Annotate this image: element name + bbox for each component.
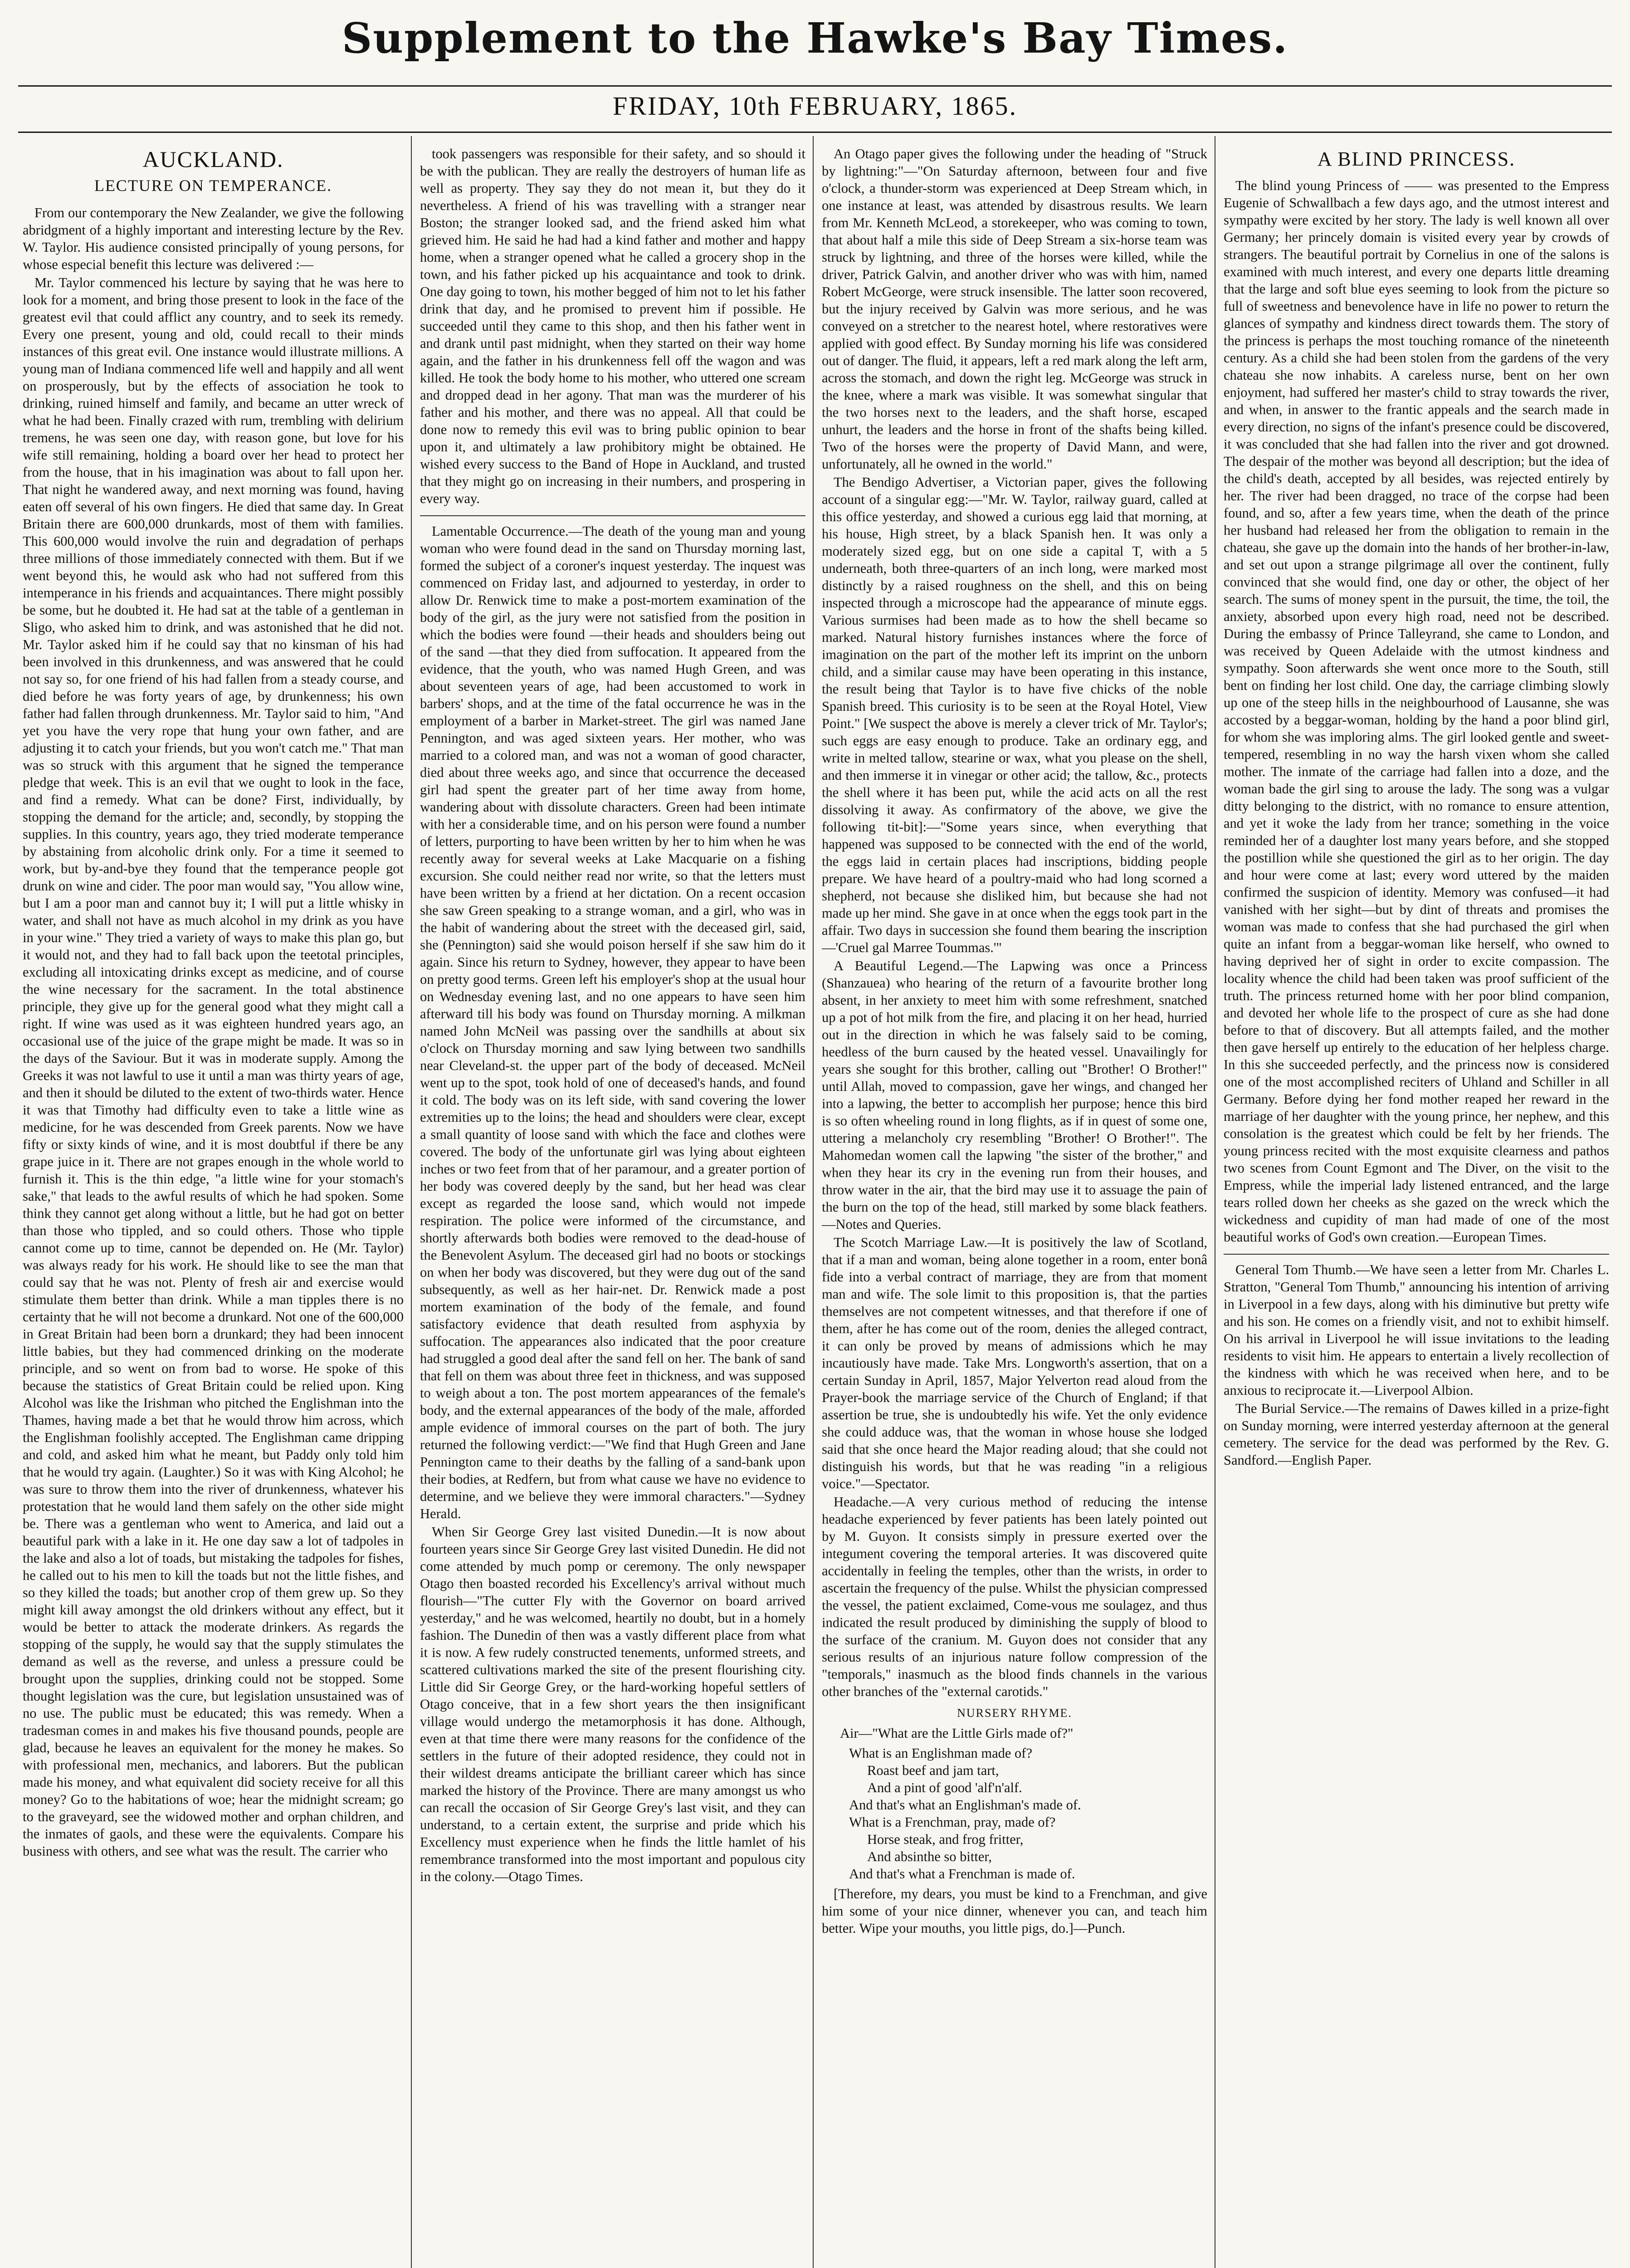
date-rule <box>18 132 1612 133</box>
rhyme-line: Roast beef and jam tart, <box>867 1763 999 1778</box>
article-burial-service: The Burial Service.—The remains of Dawes killed in a prize-fight on Sunday morning, were interred yesterday afternoon at the general cemetery. The service for the dead was performed by the Rev. G. Sandford.—English Paper. <box>1224 1401 1609 1468</box>
column-divider <box>1224 1254 1609 1255</box>
rhyme-line: And that's what a Frenchman is made of. <box>849 1866 1075 1882</box>
article-paragraph: took passengers was responsible for their safety, and so should it be with the publican. They are really the destroyers of human life as well as property. They say they do not mean it, but they do it nevertheless. A friend of his was travelling with a stranger near Boston; the stranger looked sad, and the friend asked him what grieved him. He said he had had a kind father and mother and happy home, when a stranger opened what he called a grocery shop in the town, and his father picked up his acquaintance and took to drink. One day going to town, his mother begged of him not to let his father drink that day, and he promised to prevent him if possible. He succeeded until they came to this shop, and then his father went in and drank until past midnight, when they started on their way home again, and the father in his drunkenness fell off the wagon and was killed. He took the body home to his mother, who uttered one scream and dropped dead in her agony. That man was the murderer of his father and his mother, and there was no appeal. All that could be done now to remedy this evil was to bring public opinion to bear upon it, and ultimately a law prohibitory might be obtained. He wished every success to the Band of Hope in Auckland, and trusted that they might go on increasing in their numbers, and prospering in every way. <box>420 146 805 506</box>
article-lamentable-occurrence: Lamentable Occurrence.—The death of the young man and young woman who were found dead in the sand on Thursday morning last, formed the subject of a coroner's inquest yesterday. The inquest was commenced on Friday last, and adjourned to yesterday, in order to allow Dr. Renwick time to make a post-mortem examination of the body of the girl, as the jury were not satisfied from the position in which the bodies were found —their heads and shoulders being out of the sand —that they died from suffocation. It appeared from the evidence, that the youth, who was named Hugh Green, and was about seventeen years of age, had been accustomed to work in barbers' shops, and at the time of the fatal occurrence he was in the employment of a barber in Market-street. The girl was named Jane Pennington, and was aged sixteen years. Her mother, who was married to a colored man, and was not a woman of good character, died about three weeks ago, and since that occurrence the deceased girl had spent the greater part of her time away from home, wandering about with dissolute characters. Green had been intimate with her a considerable time, and on his person were found a number of letters, purporting to have been written by her to him when he was recently away for several weeks at Lake Macquarie on a fishing excursion. She could neither read nor write, so that the letters must have been written by a friend at her dictation. On a recent occasion she saw Green speaking to a strange woman, and a girl, who was in the habit of wandering about the street with the deceased girl, said, she (Pennington) said she would poison herself if she saw him do it again. Since his return to Sydney, however, they appear to have been on pretty good terms. Green left his employer's shop at the usual hour on Wednesday evening last, and no one appears to have seen him afterward till his body was found on Thursday morning. A milkman named John McNeil was passing over the sandhills at about six o'clock on Thursday morning and saw lying between two sandhills near Cleveland-st. the upper part of the body of deceased. McNeil went up to the spot, took hold of one of deceased's hands, and found it cold. The body was on its left side, with sand covering the lower extremities up to the loins; the head and shoulders were clear, except a small quantity of loose sand with which the face and clothes were covered. The body of the unfortunate girl was lying about eighteen inches or two feet from that of her paramour, and a greater portion of her body was covered deeply by the sand, but her head was clear except as regarded the loose sand, which would not impede respiration. The police were informed of the circumstance, and shortly afterwards both bodies were removed to the dead-house of the Benevolent Asylum. The deceased girl had no boots or stockings on when her body was discovered, but they were dug out of the sand subsequently, as well as her hair-net. Dr. Renwick made a post mortem examination of the body of the female, and found satisfactory evidence that death resulted from asphyxia by suffocation. The appearances also indicated that the poor creature had struggled a good deal after the sand fell on her. The bank of sand that fell on them was about three feet in thickness, and was supposed to weigh about a ton. The post mortem appearances of the female's body, and the external appearances of the body of the male, afforded ample evidence of immoral courses on the part of both. The jury returned the following verdict:—"We find that Hugh Green and Jane Pennington came to their deaths by the falling of a sand-bank upon their bodies, at Redfern, but from what cause we have no evidence to determine, and we believe they were immoral characters."—Sydney Herald. <box>420 523 805 1521</box>
rhyme-line: And that's what an Englishman's made of. <box>849 1797 1081 1813</box>
article-tom-thumb: General Tom Thumb.—We have seen a letter from Mr. Charles L. Stratton, "General Tom Thumb," announcing his intention of arriving in Liverpool in a few days, along with his diminutive but pretty wife and his son. He comes on a friendly visit, and not to exhibit himself. On his arrival in Liverpool he will issue invitations to the leading residents to visit him. He appears to entertain a lively recollection of the kindness with which he was received when here, and to be anxious to reciprocate it.—Liverpool Albion. <box>1224 1262 1609 1398</box>
rhyme-line: What is a Frenchman, pray, made of? <box>849 1814 1056 1830</box>
rhyme-line: And a pint of good 'alf'n'alf. <box>867 1780 1022 1795</box>
rhyme-line: And absinthe so bitter, <box>867 1849 992 1864</box>
masthead: Supplement to the Hawke's Bay Times. <box>342 14 1288 63</box>
top-rule <box>18 85 1612 87</box>
article-beautiful-legend: A Beautiful Legend.—The Lapwing was once a Princess (Shanzauea) who hearing of the return of a favourite brother long absent, in her anxiety to meet him with some refreshment, snatched up a pot of hot milk from the fire, and placing it on her head, hurried out in the direction in which he was falsely said to be coming, heedless of the burn caused by the heated vessel. Unavailingly for years she sought for this brother, calling out "Brother! O Brother!" until Allah, moved to compassion, gave her wings, and changed her into a lapwing, the better to accomplish her purpose; hence this bird is so often wheeling round in long flights, as if in quest of some one, uttering a melancholy cry resembling "Brother! O Brother!". The Mahomedan women call the lapwing "the sister of the brother," and when they hear its cry in the evening run from their houses, and throw water in the air, that the bird may use it to assuage the pain of the burn on the top of the head, still marked by some black feathers.—Notes and Queries. <box>822 958 1207 1232</box>
article-singular-egg: The Bendigo Advertiser, a Victorian paper, gives the following account of a singular egg:—"Mr. W. Taylor, railway guard, called at this office yesterday, and showed a curious egg laid that morning, at his house, High street, by a black Spanish hen. It was only a moderately sized egg, but on one side a capital T, with a 5 underneath, both three-quarters of an inch long, were marked most distinctly by a raised roughness on the shell, and this on being inspected through a microscope had the appearance of minute eggs. Various surmises had been made as to how the shell became so marked. Natural history furnishes instances where the force of imagination on the part of the mother left its imprint on the unborn child, and a similar cause may have been operating in this instance, the result being that Taylor is to have five chicks of the noble Spanish breed. This curiosity is to be seen at the Royal Hotel, View Point." [We suspect the above is merely a clever trick of Mr. Taylor's; such eggs are easy enough to produce. Take an ordinary egg, and write in melted tallow, stearine or wax, what you please on the shell, and then immerse it in vinegar or other acid; the tallow, &c., protects the shell where it has been put, while the acid acts on all the rest dissolving it away. As confirmatory of the above, we give the following tit-bit]:—"Some years since, when everything that happened was supposed to be connected with the end of the world, the eggs laid in certain places had inscriptions, bidding people prepare. We have heard of a poultry-maid who had long scorned a shepherd, not because she disliked him, but because she had not made up her mind. She gave in at once when the eggs took part in the affair. Two days in succession she found them bearing the inscription—'Cruel gal Marree Toummas.'" <box>822 474 1207 955</box>
column-rule-2 <box>813 136 814 2268</box>
column-3 <box>822 145 1207 2268</box>
rhyme-line: Horse steak, and frog fritter, <box>867 1832 1024 1847</box>
article-title-blind-princess: A BLIND PRINCESS. <box>1317 148 1516 170</box>
article-title-temperance: LECTURE ON TEMPERANCE. <box>94 176 332 195</box>
nursery-rhyme-tail: [Therefore, my dears, you must be kind to a Frenchman, and give him some of your nice dinner, whenever you can, and teach him better. Wipe your mouths, you little pigs, do.]—Punch. <box>822 1886 1207 1936</box>
column-1 <box>23 145 404 2268</box>
rhyme-line: What is an Englishman made of? <box>849 1745 1033 1761</box>
nursery-rhyme-verse <box>849 1745 1207 1882</box>
article-sir-george-grey: When Sir George Grey last visited Dunedin.—It is now about fourteen years since Sir George Grey last visited Dunedin. He did not come attended by much pomp or ceremony. The only newspaper Otago then boasted recorded his Excellency's arrival without much flourish—"The cutter Fly with the Governor on board arrived yesterday," and he was welcomed, heartily no doubt, but in a homely fashion. The Dunedin of then was a vastly different place from what it is now. A few rudely constructed tenements, unformed streets, and scattered cultivations marked the site of the present flourishing city. Little did Sir George Grey, or the hard-working hopeful settlers of Otago conceive, that in a few short years the then insignificant village would undergo the metamorphosis it has done. Although, even at that time there were many reasons for the confidence of the settlers in the future of their adopted residence, they could not in their wildest dreams anticipate the brilliant career which has since marked the history of the Province. There are many amongst us who can recall the occasion of Sir George Grey's last visit, and they can understand, to a certain extent, the surprise and pride which his Excellency must experience when he finds the little hamlet of his remembrance transformed into the most important and populous city in the colony.—Otago Times. <box>420 1524 805 1884</box>
column-divider <box>420 515 805 516</box>
article-scotch-marriage-law: The Scotch Marriage Law.—It is positively the law of Scotland, that if a man and woman, being alone together in a room, enter bonâ fide into a verbal contract of marriage, they are from that moment man and wife. The sole limit to this proposition is, that the parties themselves are not competent witnesses, and that therefore if one of them, after he has come out of the room, denies the alleged contract, it can only be proved by means of admissions which he may incautiously have made. Take Mrs. Longworth's assertion, that on a certain Sunday in April, 1857, Major Yelverton read aloud from the Prayer-book the marriage service of the Church of England; if that assertion be true, she is undoubtedly his wife. Yet the only evidence she could adduce was, that the woman in whose house she lodged said that she once heard the Major reading aloud; that she could not distinguish his words, but that he was reading "in a religious voice."—Spectator. <box>822 1235 1207 1491</box>
article-blind-princess: The blind young Princess of —— was presented to the Empress Eugenie of Schwallbach a few days ago, and the utmost interest and sympathy were excited by her story. The lady is well known all over Germany; her princely domain is visited every year by crowds of strangers. The beautiful portrait by Cornelius in one of the salons is examined with much interest, and every one departs little dreaming that the large and soft blue eyes seeming to look from the picture so full of sweetness and benevolence have in life no power to return the glances of sympathy and kindness direct towards them. The story of the princess is perhaps the most touching romance of the nineteenth century. As a child she had been stolen from the gardens of the very chateau she now inhabits. A careless nurse, bent on her own enjoyment, had suffered her master's child to stray towards the river, and when, in answer to the frantic appeals and the search made in every direction, no signs of the infant's presence could be discovered, it was concluded that she had fallen into the river and got drowned. The despair of the mother was beyond all description; but the idea of the child's death, accepted by all besides, was rejected entirely by her. The river had been dragged, no trace of the corpse had been found, and so, after a few years time, when the death of the prince her husband had released her from the obligation to remain in the chateau, she gave up the domain into the hands of her brother-in-law, and set out upon a strange pilgrimage all over the continent, fully convinced that she would find, one day or other, the object of her search. The sums of money spent in the pursuit, the time, the toil, the anxiety, absorbed upon every high road, need not be described. During the embassy of Prince Talleyrand, she came to London, and was received by Queen Adelaide with the utmost kindness and sympathy. Soon afterwards she went once more to the South, still bent on finding her lost child. One day, the carriage climbing slowly up one of the steep hills in the neighbourhood of Lausanne, she was accosted by a beggar-woman, holding by the hand a poor blind girl, for whom she was imploring alms. The girl looked gentle and sweet-tempered, resembling in no way the harsh vixen whom she called mother. The inmate of the carriage had fallen into a doze, and the woman bade the girl sing to arouse the lady. The song was a vulgar ditty belonging to the district, with no romance to ensure attention, and yet it woke the lady from her trance; something in the voice reminded her of a daughter lost many years before, and she stopped the postillion while she questioned the girl as to her origin. The day and hour were come at last; every word uttered by the maiden confirmed the suspicion of identity. Memory was confused—it had vanished with her sight—but by dint of threats and promises the woman was made to confess that she had purchased the girl when quite an infant from a beggar-woman like herself, who owned to having deprived her of sight in order to excite compassion. The locality whence the child had been taken was proof sufficient of the truth. The princess returned home with her poor blind companion, and devoted her whole life to the prospect of cure as she had done before to that of discovery. But all attempts failed, and the mother then gave herself up entirely to the education of her helpless charge. In this she succeeded perfectly, and the princess now is considered one of the most accomplished reciters of Uhland and Schiller in all Germany. Before dying her fond mother reaped her reward in the marriage of her daughter with the young prince, her nephew, and this consolation is the greatest which could be felt by her friends. The young princess recited with the most exquisite clearness and pathos two scenes from Count Egmont and The Diver, on the visit to the Empress, while the imperial lady listened entranced, and the large tears rolled down her cheeks as she gazed on the wreck which the wickedness and cupidity of man had made of one of the most beautiful works of God's own creation.—European Times. <box>1224 178 1609 1245</box>
article-struck-by-lightning: An Otago paper gives the following under the heading of "Struck by lightning:"—"On Saturday afternoon, between four and five o'clock, a thunder-storm was experienced at Deep Stream which, in one instance at least, was attended by disastrous results. We learn from Mr. Kenneth McLeod, a storekeeper, who was coming to town, that about half a mile this side of Deep Stream a six-horse team was struck by lightning, and three of the horses were killed, while the driver, Patrick Galvin, and another driver who was with him, named Robert McGeorge, were struck insensible. The latter soon recovered, but the injury received by Galvin was more serious, and he was conveyed on a stretcher to the nearest hotel, where restoratives were applied with good effect. By Sunday morning his life was considered out of danger. The fluid, it appears, left a red mark along the left arm, across the stomach, and down the right leg. McGeorge was struck in the knee, where a mark was visible. It was somewhat singular that the two horses next to the leaders, and the shaft horse, escaped unhurt, the leaders and the horse in front of the shafts being killed. Two of the horses were the property of David Mann, and were, unfortunately, all he owned in the world." <box>822 146 1207 472</box>
column-rule-1 <box>411 136 412 2268</box>
article-headache: Headache.—A very curious method of reducing the intense headache experienced by fever patients has been lately pointed out by M. Guyon. It consists simply in pressure exerted over the integument covering the temporal arteries. It was discovered quite accidentally in feeling the temples, other than the wrists, in order to ascertain the frequency of the pulse. Whilst the physician compressed the vessel, the patient exclaimed, Come-vous me soulagez, and thus indicated the result produced by diminishing the supply of blood to the surface of the cranium. M. Guyon does not consider that any serious results of an injurious nature follow compression of the "temporals," inasmuch as the blood finds channels in the various other branches of the "external carotids." <box>822 1494 1207 1699</box>
article-paragraph: Mr. Taylor commenced his lecture by saying that he was here to look for a moment, and bring those present to look in the face of the greatest evil that could afflict any country, and to seek its remedy. Every one present, young and old, could recall to their minds instances of this great evil. One instance would illustrate millions. A young man of Indiana commenced life well and happily and all went on prosperously, but by the effects of association he took to drinking, ruined himself and family, and became an utter wreck of what he had been. Finally crazed with rum, trembling with delirium tremens, he was seen one day, with reason gone, but love for his wife still remaining, holding a board over her head to protect her from the house, that in his imagination was about to fall upon her. That night he wandered away, and next morning was found, having eaten off several of his own fingers. He died that same day. In Great Britain there are 600,000 drunkards, most of them with families. This 600,000 would involve the ruin and degradation of perhaps three millions of those immediately connected with them. But if we went beyond this, he would ask who had not suffered from this intemperance in his friends and acquaintances. There might possibly be some, but he doubted it. He had sat at the table of a gentleman in Sligo, who asked him to drink, and was astonished that he did not. Mr. Taylor asked him if he could say that no kinsman of his had been involved in this drunkenness, and was answered that he could not say so, for one friend of his had fallen from a steady course, and died before he was forty years of age, by drunkenness; his own father had fallen through drunkenness. Mr. Taylor said to him, "And yet you have the very rope that hung your own father, and are adjusting it to catch your friends, but you won't catch me." That man was so struck with this argument that he signed the temperance pledge that week. This is an evil that we ought to look in the face, and find a remedy. What can be done? First, individually, by stopping the demand for the article; and, secondly, by stopping the supplies. In this country, years ago, they tried moderate temperance by abstaining from alcoholic drink only. For a time it seemed to work, but by-and-bye they found that the temperance people got drunk on wine and cider. The poor man would say, "You allow wine, but I am a poor man and cannot buy it; I will put a little whisky in water, and shall not have as much alcohol in my drink as you have in your wine." They tried a variety of ways to make this plan go, but it would not, and they had to fall back upon the teetotal principles, excluding all intoxicating drinks except as medicine, and of course the wine necessary for the sacrament. In the total abstinence principle, they give up for the general good what they might call a right. If wine was used as it was eighteen hundred years ago, an occasional use of the juice of the grape might be made. It was so in the days of the Saviour. But it was in moderate supply. Among the Greeks it was not lawful to use it until a man was thirty years of age, and then it should be diluted to the extent of two-thirds water. Hence it was that Timothy had difficulty even to take a little wine as medicine, for he was descended from Greek parents. Now we have fifty or sixty kinds of wine, and it is most doubtful if there be any grape juice in it. There are not grapes enough in the whole world to furnish it. This is the thin edge, "a little wine for your stomach's sake," that leads to the awful results of which he had spoken. Some think they cannot get along without a little, but he had got on better than those who tippled, and so could others. Those who tipple cannot come up to time, cannot be depended on. He (Mr. Taylor) was always ready for his work. He should like to see the man that could say that he was not. Plenty of fresh air and exercise would stimulate them better than drink. While a man tipples there is no certainty that he will not become a drunkard. Not one of the 600,000 in Great Britain had been born a drunkard; they had been innocent little babies, but they had commenced drinking on the moderate principle, and so went on from bad to worse. He spoke of this because the statistics of Great Britain could be relied upon. King Alcohol was like the Irishman who pitched the Englishman into the Thames, having made a bet that he would throw him across, which the Englishman foolishly accepted. The Englishman came dripping and cold, and asked him what he meant, but Paddy only told him that he would try again. (Laughter.) So it was with King Alcohol; he was sure to throw them into the river of drunkenness, whatever his protestation that he would land them safely on the other side might be. There was a gentleman who went to America, and laid out a beautiful park with a lake in it. He one day saw a lot of tadpoles in the lake and also a lot of toads, but mistaking the tadpoles for fishes, he called out to his men to kill the toads but not the little fishes, and so they killed the toads; but another crop of them grew up. So they might kill away amongst the old drinkers without any effect, but it would be better to attack the moderate drinkers. As regards the stopping of the supply, he would say that the supply stimulates the demand as well as the reverse, and unless a pressure could be brought upon the supplies, drinking could not be stopped. Some thought legislation was the cure, but legislation unsustained was of no use. The public must be educated; this was remedy. When a tradesman comes in and makes his five thousand pounds, people are glad, because he leaves an equivalent for the money he makes. So with professional men, mechanics, and laborers. But the publican made his money, and what equivalent did society receive for all this money? Go to the habitations of woe; hear the midnight scream; go to the graveyard, see the widowed mother and orphan children, and the inmates of gaols, and these were the equivalents. Compare his business with others, and see what was the result. The carrier who <box>23 275 404 1859</box>
nursery-rhyme-air: Air—"What are the Little Girls made of?" <box>840 1725 1074 1741</box>
nursery-rhyme-title: NURSERY RHYME. <box>957 1706 1072 1720</box>
column-4 <box>1224 145 1609 2268</box>
date-line: FRIDAY, 10th FEBRUARY, 1865. <box>613 91 1017 121</box>
section-heading-auckland: AUCKLAND. <box>142 147 284 172</box>
column-2 <box>420 145 805 2268</box>
article-paragraph: From our contemporary the New Zealander, we give the following abridgment of a highly important and interesting lecture by the Rev. W. Taylor. His audience consisted principally of young persons, for whose especial benefit this lecture was delivered :— <box>23 205 404 272</box>
